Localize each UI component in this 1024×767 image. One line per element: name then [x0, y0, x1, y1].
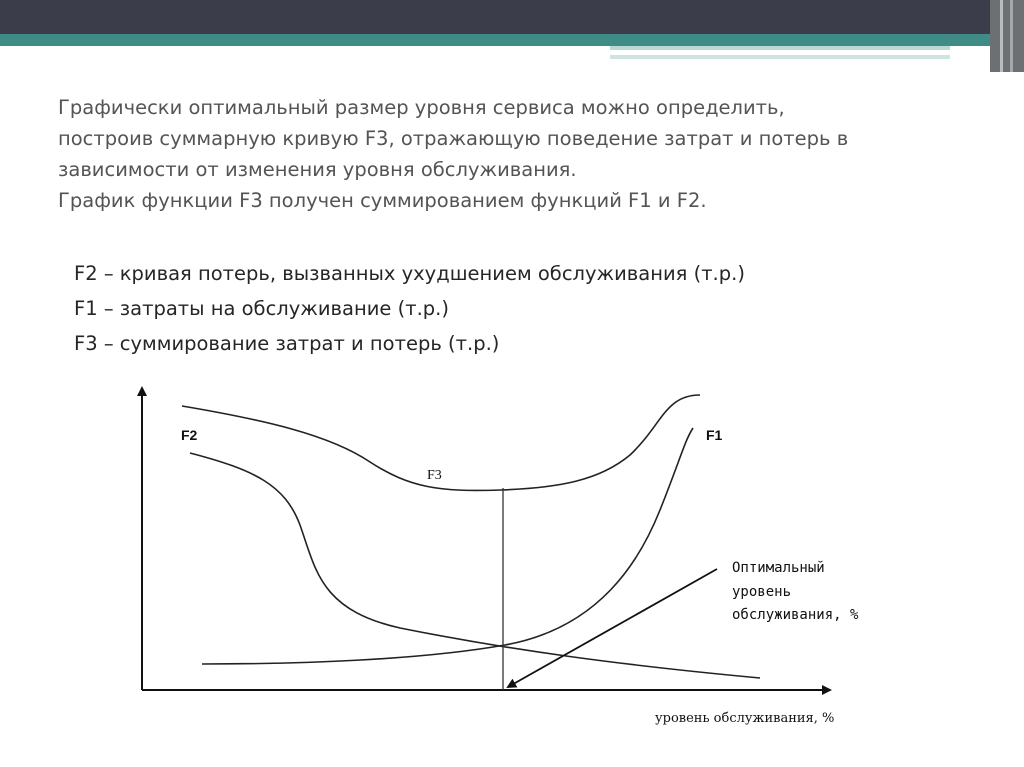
legend-item-f1: F1 – затраты на обслуживание (т.р.) — [74, 297, 449, 320]
paragraph-line: построив суммарную кривую F3, отражающую поведение затрат и потерь в — [58, 127, 849, 150]
paragraph-line: График функции F3 получен суммированием функций F1 и F2. — [58, 189, 707, 212]
paragraph-line: зависимости от изменения уровня обслуживания. — [58, 158, 577, 181]
label-f1: F1 — [706, 427, 723, 443]
curve-f2 — [190, 453, 760, 678]
label-f2: F2 — [181, 427, 198, 443]
annotation-line: уровень — [732, 584, 792, 600]
legend-item-f3: F3 – суммирование затрат и потерь (т.р.) — [74, 332, 500, 355]
label-f3: F3 — [427, 468, 442, 483]
annotation-line: Оптимальный — [732, 560, 825, 576]
annotation-line: обслуживания, % — [732, 607, 859, 623]
paragraph-line: Графически оптимальный размер уровня сервиса можно определить, — [58, 96, 785, 119]
x-axis-label: уровень обслуживания, % — [655, 711, 835, 726]
legend-item-f2: F2 – кривая потерь, вызванных ухудшением обслуживания (т.р.) — [74, 262, 745, 285]
